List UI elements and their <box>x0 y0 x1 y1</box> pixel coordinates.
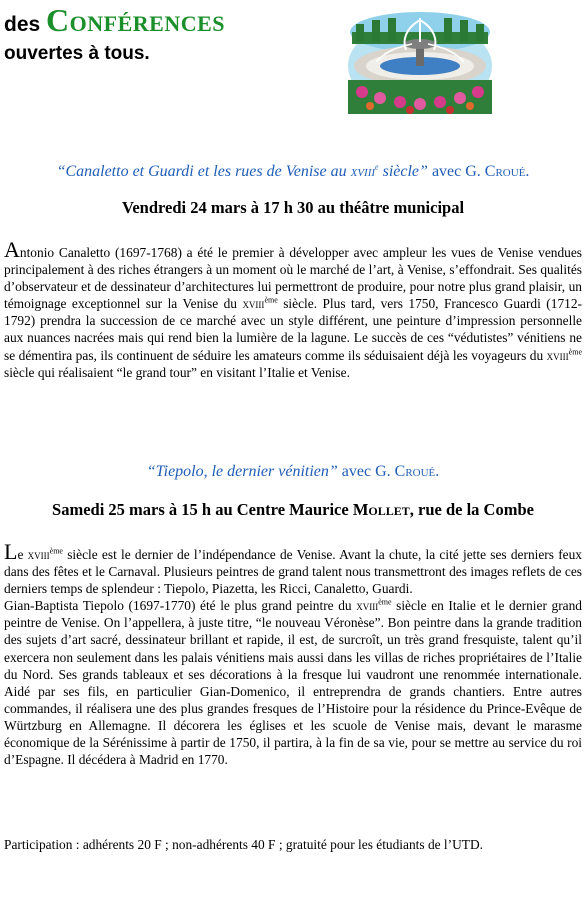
talk-1-speaker: avec G. Croué. <box>431 163 530 180</box>
talk-1-heading <box>0 163 586 181</box>
header-title-line <box>4 4 344 41</box>
fountain-illustration <box>346 10 494 114</box>
talk-1-body: Antonio Canaletto (1697-1768) a été le premier à développer avec ampleur les vues de Venise vendues principalement à des riches étrangers à un moment où le marché de l’art, à Venise, s’effondrait. Ses qualités d’observateur et de dessinateur d’architectures lui permettront de produire, pour notre plus grand plaisir, un témoignage exceptionnel sur la Venise du xviii$^{ème}$ siècle. Plus tard, vers 1750, Francesco Guardi (1712-1792) prendra la succession de ce marché avec un style différent, une peinture d’impression personnelle aux nuances nacrées mais qui rend bien la lumière de la lagune. Le succès de ces “védutistes” vénitiens ne se démentira pas, ils continuent de séduire les amateurs comme ils séduisaient déjà les voyageurs du xviii$^{ème}$ siècle qui réalisaient “le grand tour” en visitant l’Italie et Venise. <box>4 237 582 380</box>
talk-1-date: Vendredi 24 mars à 17 h 30 au théâtre municipal <box>121 198 465 217</box>
header-subtitle: ouvertes à tous. <box>4 43 150 64</box>
header-prefix: des <box>4 13 41 36</box>
participation-note: Participation : adhérents 20 F ; non-adhérents 40 F ; gratuité pour les étudiants de l’UTD. <box>4 837 483 852</box>
header <box>4 4 344 65</box>
talk-2-body: Le xviii$^{ème}$ siècle est le dernier de l’indépendance de Venise. Avant la chute, la cité jette ses derniers feux dans des fêtes et le Carnaval. Plusieurs peintres de grand talent nous transmettront des images reflets de ces derniers temps de splendeur : Tiepolo, Piazetta, les Ricci, Canaletto, Guardi. Gian-Baptista Tiepolo (1697-1770) été le plus grand peintre du xviii$^{ème}$ siècle en Italie et le dernier grand peintre de Venise. On l’appellera, à juste titre, “le nouveau Véronèse”. Bon peintre dans la grande tradition des sujets d’art sacré, dessinateur brillant et rapide, il est, de surcroît, un très grand fresquiste, talent qu’il exercera non seulement dans les palais vénitiens mais aussi dans les villas de riches propriétaires de l’Italie du Nord. Ses grands tableaux et ses décorations à la fresque lui vaudront une renommée internationale. Aidé par ses fils, en particulier Gian-Domenico, il entreprendra de grands chantiers. Entre autres commandes, il réalisera une des plus grandes fresques de l’Histoire pour la résidence du Prince-Evêque de Würtzburg en Allemagne. Il décorera les églises et les scuole de Venise mais, devant le marasme économique de la Sérénissime à partir de 1750, il partira, à la fin de sa vie, pour se mettre au service du roi d’Espagne. Il décédera à Madrid en 1770. <box>4 539 583 768</box>
talk-1-title: “Canaletto et Guardi et les rues de Venise au xviii$^e$ siècle” <box>56 162 428 180</box>
header-title: Conférences <box>46 2 225 38</box>
talk-2-title: “Tiepolo, le dernier vénitien” <box>146 463 338 480</box>
talk-2-date: Samedi 25 mars à 15 h au Centre Maurice Mollet, rue de la Combe <box>52 500 534 519</box>
talk-2-speaker: avec G. Croué. <box>337 463 440 480</box>
talk-2-heading <box>0 463 586 481</box>
